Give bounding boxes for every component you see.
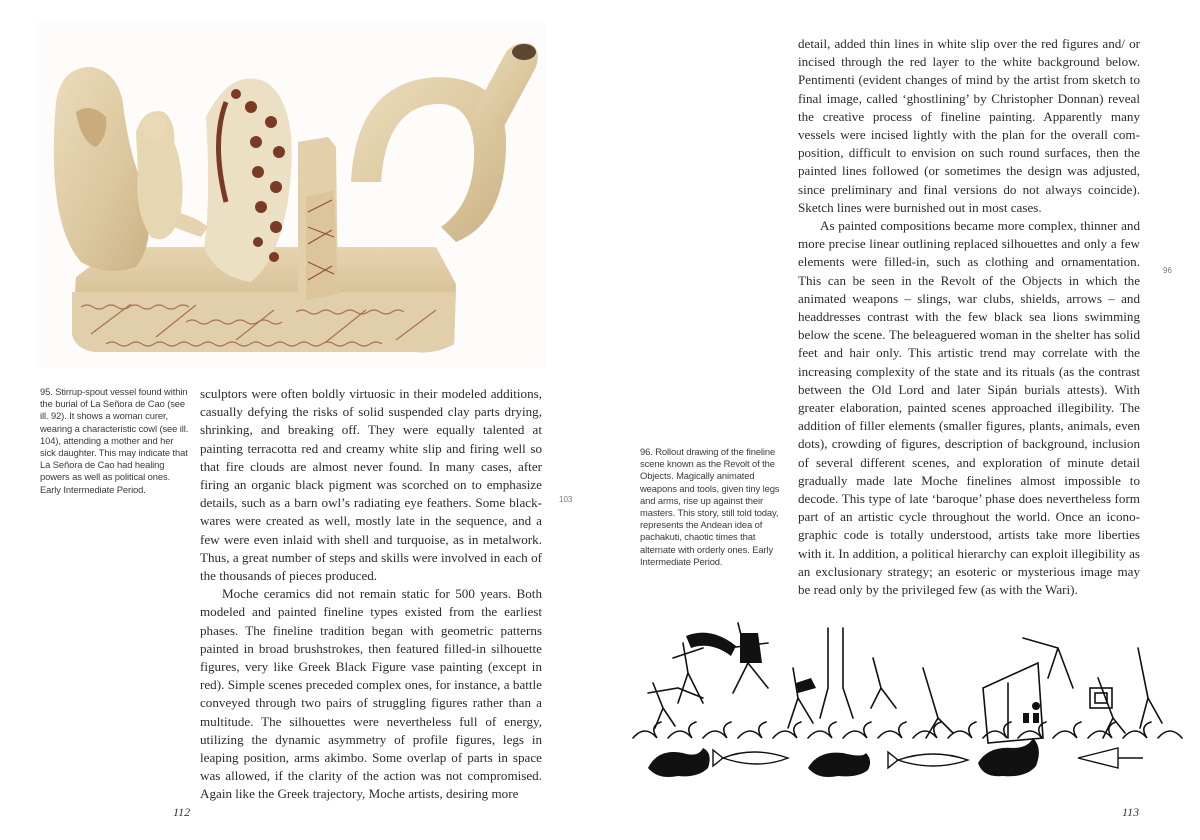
page-number: 113 [1122,805,1140,819]
vessel-photo [36,22,546,368]
paragraph: sculptors were often boldly virtuosic in their modeled additions, casually defying the risks of solid suspended clay parts drying, shrinking, and breaking off. They were equally talented at painting terracotta red and creamy white slip and firing well so that fire clouds are almost never found. In many cases, after firing an organic black pigment was scorched on to emphasize details, such as a barn owl’s radiating eye feathers. Some blackwares were created as well, mostly late in the sequence, and a few were even inlaid with shell and turquoise, as in metalwork. Thus, a great number of steps and skills were involved in each of the thousands of pieces produced. [200,386,542,584]
figure-96-caption [640,446,790,568]
paragraph: Moche ceramics did not remain static for 500 years. Both modeled and painted fineline types existed from the earliest phases. The fineline tradition began with geometric patterns painted in broad brushstrokes, then featured filled-in silhouette figures, very like Greek Black Figure vase painting (except in red). Simple scenes preceded complex ones, for instance, a battle conveyed through two pairs of struggling figures rather than a multitude. The silhouettes were nevertheless full of energy, utilizing the dynamic asymmetry of profile figures, legs in leaping position, arms akimbo. Some overlap of parts in space was allowed, if the clarity of the action was not compromised. Again like the Greek trajectory, Moche artists, desiring more [200,586,542,802]
revolt-of-objects-drawing [628,588,1184,784]
right-page [600,0,1200,840]
rollout-drawing-image [628,588,1184,784]
left-body-text [200,385,542,804]
stirrup-spout-vessel-image [36,22,546,368]
caption-text: 95. Stirrup-spout vessel found within the burial of La Señora de Cao (see ill. 92). It shows a woman curer, wearing a characteristic cowl (see ill. 104), attending a mother and her sick daughter. This may indicate that La Señora de Cao had healing powers as well as political ones. Early Intermediate Period. [40,386,189,495]
margin-reference: 96 [1163,266,1172,275]
figure-95-caption [40,386,190,496]
paragraph: detail, added thin lines in white slip over the red figures and/ or incised through the red layer to the white background below. Pentimenti (evident changes of mind by the artist from sketch to final image, called ‘ghostlining’ by Christopher Donnan) reveal the creative process of fineline painting. Apparently many vessels were incised lightly with the plan for the overall composition, difficult to envision on such round surfaces, then the painted lines followed (or sometimes the design was adjusted, since preliminary and final versions do not always coincide). Sketch lines were burnished out in most cases. [798,36,1140,215]
caption-text: 96. Rollout drawing of the fineline scene known as the Revolt of the Objects. Magically animated weapons and tools, given tiny legs and arms, rise up against their masters. This story, still told today, represents the Andean idea of pachakuti, chaotic times that alternate with orderly ones. Early Intermediate Period. [640,446,780,567]
right-body-text [798,35,1140,599]
margin-reference: 103 [559,495,573,504]
page-number: 112 [173,805,191,819]
paragraph: As painted compositions became more complex, thinner and more precise linear outlining replaced silhouettes and only a few elements were filled-in, such as clothing and ornamentation. This can be seen in the Revolt of the Objects in which the animated weapons – slings, war clubs, shields, arrows – and headdresses contrast with the few black sea lions swimming below the scene. The beleaguered woman in the shelter has solid feet and hair only. This artistic trend may correlate with the increasing complexity of the state and its rituals (as the contrast between the Old Lord and later Sipán burials attests). With greater elaboration, painted scenes approached illegibility. The addition of filler elements (smaller figures, plants, animals, even dots), crowding of figures, description of background, inclusion of several different scenes, and exploration of minute detail gradually made late Moche finelines almost impossible to decode. This type of late ‘baroque’ phase does nevertheless form part of an artistic cycle throughout the world. Once an iconographic code is totally understood, artists take more liberties with it. In addition, a political hierarchy can exploit illegibility as an exclusionary strategy; an esoteric or mysterious image may be read only by the privileged few (as with the Wari). [798,218,1140,598]
